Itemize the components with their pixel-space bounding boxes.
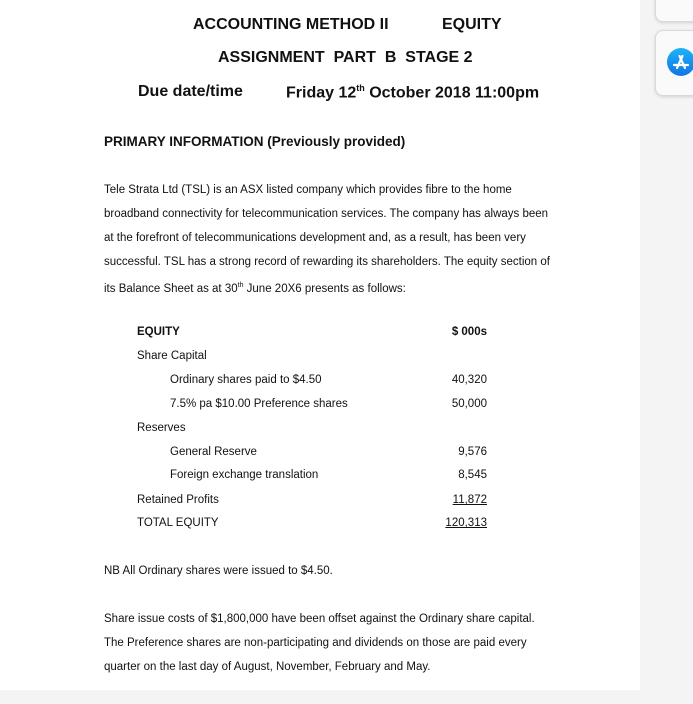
closing-line: quarter on the last day of August, November, February and May. bbox=[104, 661, 431, 673]
intro-line: at the forefront of telecommunications development and, as a result, has been very bbox=[104, 232, 526, 244]
equity-heading: EQUITY bbox=[137, 326, 180, 338]
section-title: PRIMARY INFORMATION (Previously provided) bbox=[104, 134, 406, 149]
closing-paragraph bbox=[104, 607, 594, 679]
total-equity-value: 120,313 bbox=[445, 517, 487, 529]
fx-translation-value: 8,545 bbox=[458, 469, 487, 481]
title-topic: EQUITY bbox=[442, 16, 502, 33]
retained-profits-value: 11,872 bbox=[452, 494, 487, 506]
app-store-icon[interactable] bbox=[667, 48, 693, 76]
general-reserve-value: 9,576 bbox=[458, 446, 487, 458]
intro-paragraph bbox=[104, 178, 594, 301]
title-course: ACCOUNTING METHOD II bbox=[193, 16, 389, 33]
fx-translation-label: Foreign exchange translation bbox=[170, 469, 319, 481]
retained-profits-label: Retained Profits bbox=[137, 494, 219, 506]
intro-line: broadband connectivity for telecommunication services. The company has always been bbox=[104, 208, 549, 220]
intro-line: Tele Strata Ltd (TSL) is an ASX listed company which provides fibre to the home bbox=[104, 184, 512, 196]
ordinary-shares-label: Ordinary shares paid to $4.50 bbox=[170, 374, 322, 386]
intro-line: its Balance Sheet as at 30th June 20X6 presents as follows: bbox=[104, 282, 406, 295]
title-assignment: ASSIGNMENT PART B STAGE 2 bbox=[218, 49, 473, 66]
total-equity-label: TOTAL EQUITY bbox=[137, 517, 219, 529]
reserves-label: Reserves bbox=[137, 422, 186, 434]
intro-line: successful. TSL has a strong record of rewarding its shareholders. The equity section of bbox=[104, 256, 550, 268]
due-label: Due date/time bbox=[138, 83, 243, 100]
preference-shares-value: 50,000 bbox=[451, 398, 487, 410]
ordinary-shares-value: 40,320 bbox=[451, 374, 487, 386]
side-panel-tile[interactable] bbox=[655, 0, 693, 22]
unit-header: $ 000s bbox=[451, 326, 487, 338]
nb-note: NB All Ordinary shares were issued to $4.50. bbox=[104, 565, 333, 577]
closing-line: The Preference shares are non-participating and dividends on those are paid every bbox=[104, 637, 527, 649]
general-reserve-label: General Reserve bbox=[170, 446, 257, 458]
closing-line: Share issue costs of $1,800,000 have been offset against the Ordinary share capital. bbox=[104, 613, 535, 625]
due-value: Friday 12th October 2018 11:00pm bbox=[286, 83, 540, 102]
share-capital-label: Share Capital bbox=[137, 350, 207, 362]
preference-shares-label: 7.5% pa $10.00 Preference shares bbox=[170, 398, 348, 410]
